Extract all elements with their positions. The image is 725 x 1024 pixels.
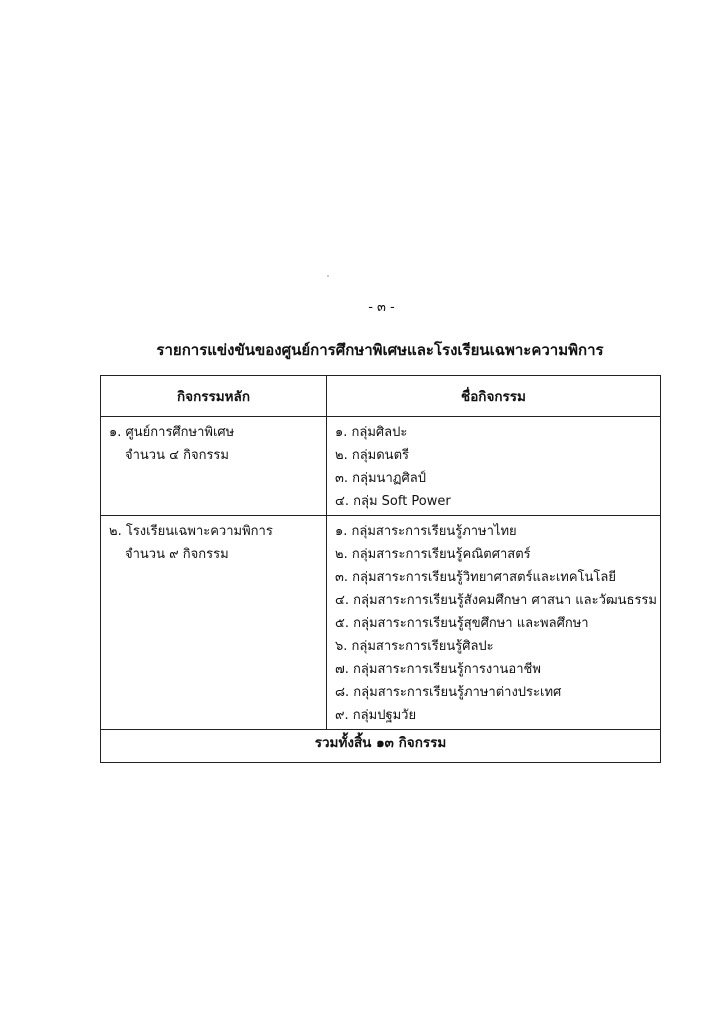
list-item: ๗. กลุ่มสาระการเรียนรู้การงานอาชีพ bbox=[335, 662, 541, 677]
group-count: จำนวน ๙ กิจกรรม bbox=[125, 547, 229, 562]
list-item: ๑. กลุ่มศิลปะ bbox=[335, 425, 408, 440]
list-item: ๓. กลุ่มสาระการเรียนรู้วิทยาศาสตร์และเทคโนโลยี bbox=[335, 570, 616, 585]
main-activity-cell bbox=[101, 516, 327, 730]
list-item: ๒. กลุ่มสาระการเรียนรู้คณิตศาสตร์ bbox=[335, 547, 531, 562]
list-item: ๓. กลุ่มนาฏศิลป์ bbox=[335, 471, 426, 486]
list-item: ๑. กลุ่มสาระการเรียนรู้ภาษาไทย bbox=[335, 524, 517, 539]
list-item: ๘. กลุ่มสาระการเรียนรู้ภาษาต่างประเทศ bbox=[335, 685, 562, 700]
table-row bbox=[101, 516, 661, 730]
group-count: จำนวน ๔ กิจกรรม bbox=[125, 448, 229, 463]
group-name: ๒. โรงเรียนเฉพาะความพิการ bbox=[109, 524, 273, 539]
list-item: ๙. กลุ่มปฐมวัย bbox=[335, 708, 417, 723]
list-item: ๒. กลุ่มดนตรี bbox=[335, 448, 409, 463]
total-cell: รวมทั้งสิ้น ๑๓ กิจกรรม bbox=[101, 730, 661, 763]
page-number: - ๓ - bbox=[368, 300, 395, 315]
main-activity-cell bbox=[101, 417, 327, 516]
total-row bbox=[101, 730, 661, 763]
list-item: ๔. กลุ่มสาระการเรียนรู้สังคมศึกษา ศาสนา และวัฒนธรรม bbox=[335, 593, 657, 608]
scan-artifact bbox=[327, 275, 329, 277]
activity-list-cell bbox=[327, 417, 661, 516]
activity-table bbox=[100, 375, 661, 763]
header-activity-name: ชื่อกิจกรรม bbox=[327, 376, 661, 417]
activity-list-cell bbox=[327, 516, 661, 730]
table-row bbox=[101, 417, 661, 516]
list-item: ๖. กลุ่มสาระการเรียนรู้ศิลปะ bbox=[335, 639, 494, 654]
group-name: ๑. ศูนย์การศึกษาพิเศษ bbox=[109, 425, 235, 440]
table-header-row bbox=[101, 376, 661, 417]
list-item: ๕. กลุ่มสาระการเรียนรู้สุขศึกษา และพลศึกษา bbox=[335, 616, 589, 631]
header-main-activity: กิจกรรมหลัก bbox=[101, 376, 327, 417]
list-item: ๔. กลุ่ม Soft Power bbox=[335, 494, 451, 509]
document-title: รายการแข่งขันของศูนย์การศึกษาพิเศษและโรงเรียนเฉพาะความพิการ bbox=[156, 341, 604, 359]
